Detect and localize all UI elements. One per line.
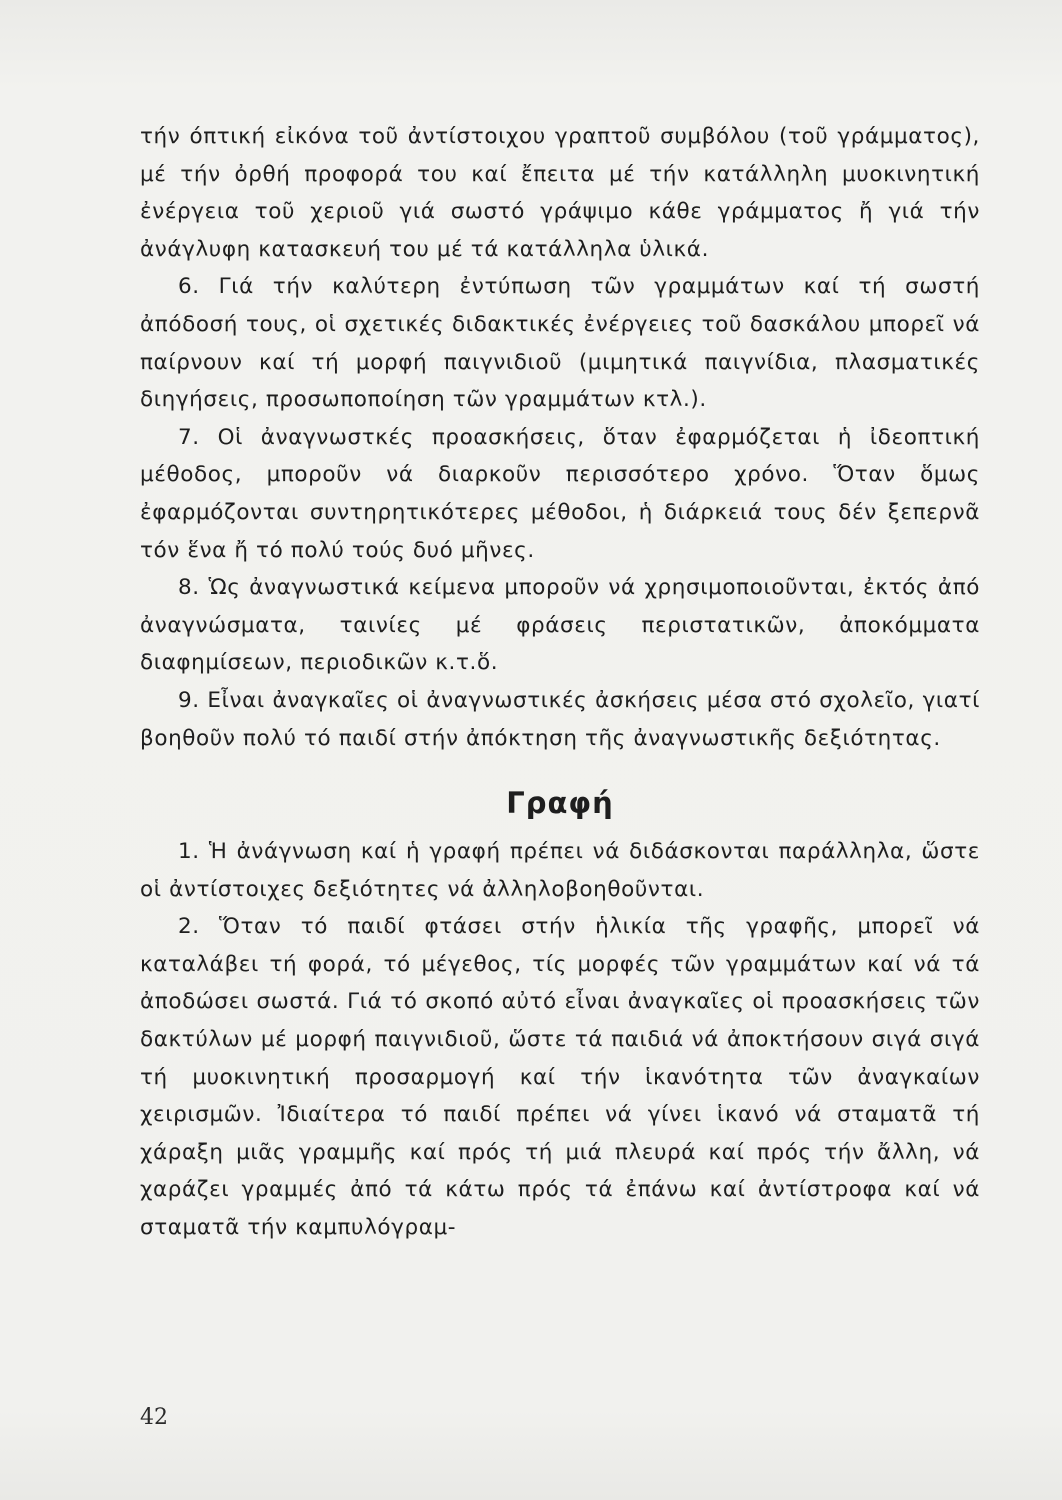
paragraph-item-7: 7. Οἱ ἀναγνωστκές προασκήσεις, ὅταν ἐφαρμόζεται ἡ ἰδεοπτική μέθοδος, μποροῦν νά διαρκοῦν περισσότερο χρόνο. Ὅταν ὅμως ἐφαρμόζονται συντηρητικότερες μέθοδοι, ἡ διάρκειά τους δέν ξεπερνᾶ τόν ἕνα ἤ τό πολύ τούς δυό μῆνες. [140, 424, 980, 563]
paragraph-item-9: 9. Εἶναι ἀναγκαῖες οἱ ἀναγνωστικές ἀσκήσεις μέσα στό σχολεῖο, γιατί βοηθοῦν πολύ τό παιδί στήν ἀπόκτηση τῆς ἀναγνωστικῆς δεξιότητας. [140, 687, 980, 751]
section-heading: Γραφή [506, 786, 614, 821]
paragraph-item-8: 8. Ὡς ἀναγνωστικά κείμενα μποροῦν νά χρησιμοποιοῦνται, ἐκτός ἀπό ἀναγνώσματα, ταινίες μέ φράσεις περιστατικῶν, ἀποκόμματα διαφημίσεων, περιοδικῶν κ.τ.ὅ. [140, 575, 980, 676]
paragraph-item-6: 6. Γιά τήν καλύτερη ἐντύπωση τῶν γραμμάτων καί τή σωστή ἀπόδοσή τους, οἱ σχετικές διδακτικές ἐνέργειες τοῦ δασκάλου μπορεῖ νά παίρνουν καί τή μορφή παιγνιδιοῦ (μιμητικά παιγνίδια, πλασματικές διηγήσεις, προσωποποίηση τῶν γραμμάτων κτλ.). [140, 274, 980, 413]
paragraph-writing-1: 1. Ἡ ἀνάγνωση καί ἡ γραφή πρέπει νά διδάσκονται παράλληλα, ὥστε οἱ ἀντίστοιχες δεξιότητες νά ἀλληλοβοηθοῦνται. [140, 839, 980, 902]
paragraph-continued: τήν όπτική εἰκόνα τοῦ ἀντίστοιχου γραπτοῦ συμβόλου (τοῦ γράμματος), μέ τήν ὀρθή προφορά του καί ἔπειτα μέ τήν κατάλληλη μυοκινητική ἐνέργεια τοῦ χεριοῦ γιά σωστό γράψιμο κάθε γράμματος ἤ γιά τήν ἀνάγλυφη κατασκευή του μέ τά κατάλληλα ὑλικά. [140, 124, 980, 262]
paragraph-writing-2: 2. Ὅταν τό παιδί φτάσει στήν ἡλικία τῆς γραφῆς, μπορεῖ νά καταλάβει τή φορά, τό μέγεθος, τίς μορφές τῶν γραμμάτων καί νά τά ἀποδώσει σωστά. Γιά τό σκοπό αὐτό εἶναι ἀναγκαῖες οἱ προασκήσεις τῶν δακτύλων μέ μορφή παιγνιδιοῦ, ὥστε τά παιδιά νά ἀποκτήσουν σιγά σιγά τή μυοκινητική προσαρμογή καί τήν ἱκανότητα τῶν ἀναγκαίων χειρισμῶν. Ἰδιαίτερα τό παιδί πρέπει νά γίνει ἱκανό νά σταματᾶ τή χάραξη μιᾶς γραμμῆς καί πρός τή μιά πλευρά καί πρός τήν ἄλλη, νά χαράζει γραμμές ἀπό τά κάτω πρός τά ἐπάνω καί ἀντίστροφα καί νά σταματᾶ τήν καμπυλόγραμ- [140, 914, 980, 1241]
page-number: 42 [140, 1405, 168, 1430]
body-text [140, 118, 980, 1247]
